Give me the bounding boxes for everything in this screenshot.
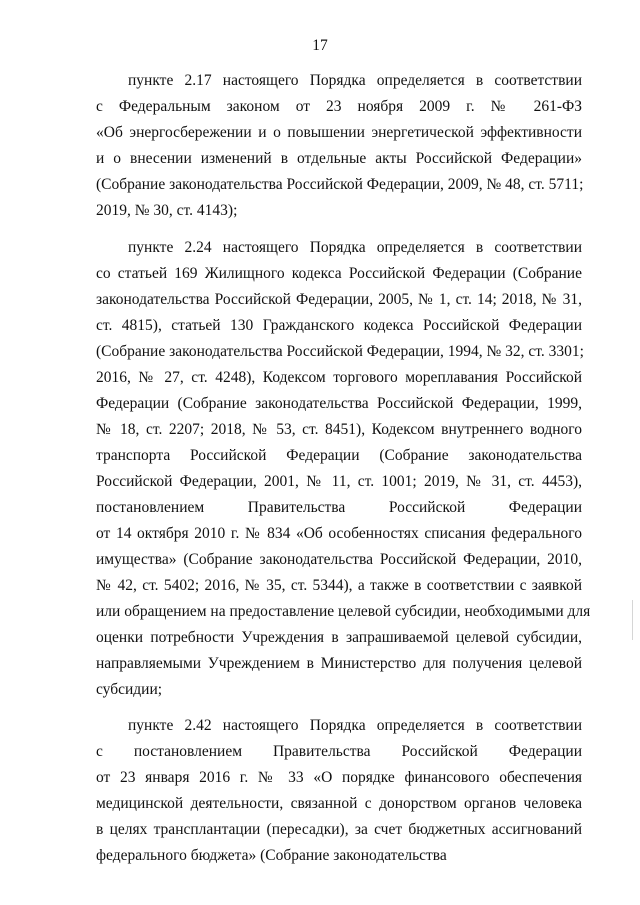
text-line: 2016, № 27, ст. 4248), Кодексом торгового мореплавания Российской — [96, 368, 582, 386]
text-line: № 18, ст. 2207; 2018, № 53, ст. 8451), Кодексом внутреннего водного — [96, 420, 582, 438]
text-line: ст. 4815), статьей 130 Гражданского кодекса Российской Федерации — [96, 316, 582, 334]
text-line: Федерации (Собрание законодательства Российской Федерации, 1999, — [96, 394, 582, 412]
document-body — [96, 68, 591, 869]
paragraph — [96, 68, 582, 224]
text-line: с Федеральным законом от 23 ноября 2009 г. № 261-ФЗ — [96, 98, 582, 115]
paragraph-gap — [96, 703, 582, 714]
text-line: имущества» (Собрание законодательства Российской Федерации, 2010, — [96, 550, 582, 568]
text-line: от 23 января 2016 г. № 33 «О порядке финансового обеспечения — [96, 769, 582, 786]
paragraph-gap — [96, 224, 582, 235]
text-line: с постановлением Правительства Российской Федерации — [96, 743, 582, 760]
text-line: пункте 2.42 настоящего Порядка определяется в соответствии — [128, 717, 582, 734]
text-line: в целях трансплантации (пересадки), за счет бюджетных ассигнований — [96, 821, 582, 838]
text-line: (Собрание законодательства Российской Федерации, 2009, № 48, ст. 5711; — [96, 176, 584, 193]
paragraph — [96, 713, 582, 869]
text-line: законодательства Российской Федерации, 2005, № 1, ст. 14; 2018, № 31, — [96, 290, 582, 308]
text-line: «Об энергосбережении и о повышении энергетической эффективности — [96, 124, 582, 141]
text-line: или обращением на предоставление целевой субсидии, необходимыми для — [96, 602, 591, 620]
text-line: пункте 2.17 настоящего Порядка определяется в соответствии — [128, 72, 582, 89]
text-line: постановлением Правительства Российской Федерации — [96, 498, 582, 516]
text-line: оценки потребности Учреждения в запрашиваемой целевой субсидии, — [96, 628, 582, 646]
text-line: (Собрание законодательства Российской Федерации, 1994, № 32, ст. 3301; — [96, 342, 584, 360]
text-line: со статьей 169 Жилищного кодекса Российской Федерации (Собрание — [96, 264, 582, 282]
text-line: и о внесении изменений в отдельные акты Российской Федерации» — [96, 150, 582, 167]
text-line: пункте 2.24 настоящего Порядка определяется в соответствии — [128, 238, 582, 256]
text-line: транспорта Российской Федерации (Собрание законодательства — [96, 446, 582, 464]
text-line: медицинской деятельности, связанной с донорством органов человека — [96, 795, 582, 812]
text-line: Российской Федерации, 2001, № 11, ст. 1001; 2019, № 31, ст. 4453), — [96, 472, 582, 490]
text-line: субсидии; — [96, 680, 163, 698]
page-number: 17 — [312, 37, 328, 54]
text-line: № 42, ст. 5402; 2016, № 35, ст. 5344), а также в соответствии с заявкой — [96, 576, 582, 594]
margin-scan-mark — [632, 600, 633, 640]
text-line: 2019, № 30, ст. 4143); — [96, 202, 238, 219]
text-line: от 14 октября 2010 г. № 834 «Об особенностях списания федерального — [96, 524, 582, 542]
paragraph — [96, 235, 591, 703]
text-line: федерального бюджета» (Собрание законодательства — [96, 847, 447, 864]
text-line: направляемыми Учреждением в Министерство для получения целевой — [96, 654, 582, 672]
